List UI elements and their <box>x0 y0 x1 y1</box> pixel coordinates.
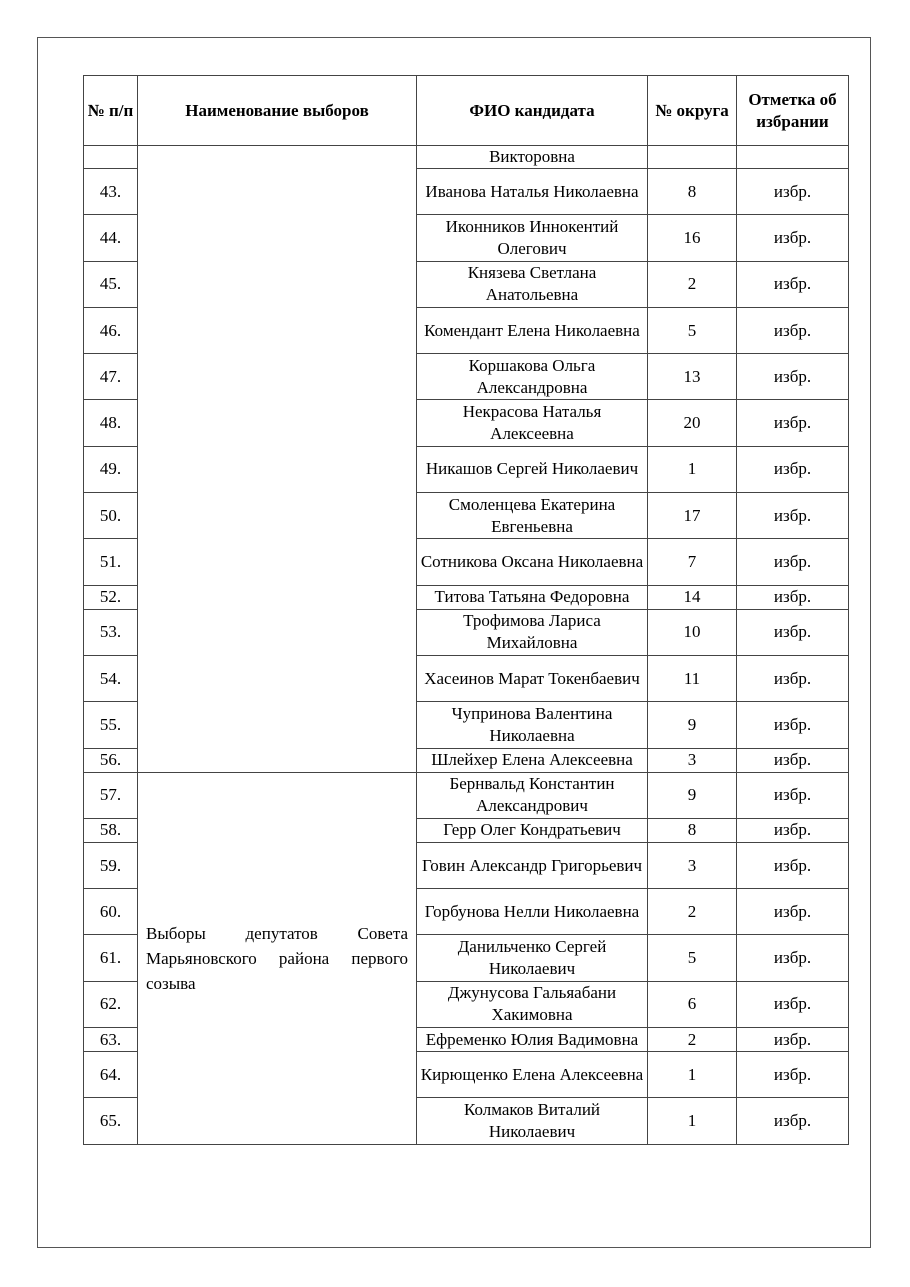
cell-mark: избр. <box>737 1052 849 1098</box>
cell-mark: избр. <box>737 772 849 818</box>
cell-name: Горбунова Нелли Николаевна <box>417 889 648 935</box>
cell-name: Смоленцева Екатерина Евгеньевна <box>417 493 648 539</box>
cell-num: 56. <box>84 748 138 772</box>
cell-mark: избр. <box>737 261 849 307</box>
cell-mark: избр. <box>737 539 849 585</box>
cell-name: Джунусова Гальяабани Хакимовна <box>417 981 648 1027</box>
cell-district: 11 <box>648 655 737 701</box>
cell-name: Чупринова Валентина Николаевна <box>417 702 648 748</box>
header-mark: Отметка об избрании <box>737 76 849 146</box>
cell-district: 7 <box>648 539 737 585</box>
cell-election-group-1 <box>138 146 417 773</box>
cell-election-group-2: Выборы депутатов Совета Марьяновского района первого созыва <box>138 772 417 1144</box>
cell-num: 51. <box>84 539 138 585</box>
cell-mark: избр. <box>737 842 849 888</box>
cell-mark: избр. <box>737 702 849 748</box>
cell-mark: избр. <box>737 1028 849 1052</box>
cell-num: 43. <box>84 169 138 215</box>
cell-num: 52. <box>84 585 138 609</box>
cell-name: Коршакова Ольга Александровна <box>417 354 648 400</box>
cell-mark: избр. <box>737 818 849 842</box>
cell-name: Иванова Наталья Николаевна <box>417 169 648 215</box>
cell-mark: избр. <box>737 981 849 1027</box>
cell-num: 49. <box>84 446 138 492</box>
cell-num: 63. <box>84 1028 138 1052</box>
cell-district: 9 <box>648 702 737 748</box>
cell-district: 5 <box>648 935 737 981</box>
header-district: № округа <box>648 76 737 146</box>
cell-district: 5 <box>648 307 737 353</box>
cell-district: 14 <box>648 585 737 609</box>
header-election: Наименование выборов <box>138 76 417 146</box>
cell-name: Хасеинов Марат Токенбаевич <box>417 655 648 701</box>
cell-mark: избр. <box>737 655 849 701</box>
cell-name: Говин Александр Григорьевич <box>417 842 648 888</box>
cell-num: 65. <box>84 1098 138 1144</box>
cell-num: 60. <box>84 889 138 935</box>
cell-num: 44. <box>84 215 138 261</box>
cell-num: 53. <box>84 609 138 655</box>
cell-mark: избр. <box>737 609 849 655</box>
cell-mark: избр. <box>737 215 849 261</box>
cell-district: 8 <box>648 169 737 215</box>
cell-district: 17 <box>648 493 737 539</box>
cell-district: 2 <box>648 261 737 307</box>
table-row <box>84 772 849 818</box>
cell-num: 61. <box>84 935 138 981</box>
cell-district: 2 <box>648 1028 737 1052</box>
cell-district: 1 <box>648 1098 737 1144</box>
cell-district: 2 <box>648 889 737 935</box>
cell-name: Данильченко Сергей Николаевич <box>417 935 648 981</box>
cell-mark: избр. <box>737 400 849 446</box>
cell-name: Ефременко Юлия Вадимовна <box>417 1028 648 1052</box>
cell-district: 1 <box>648 1052 737 1098</box>
cell-name: Иконников Иннокентий Олегович <box>417 215 648 261</box>
cell-mark: избр. <box>737 889 849 935</box>
cell-name: Трофимова Лариса Михайловна <box>417 609 648 655</box>
cell-name: Некрасова Наталья Алексеевна <box>417 400 648 446</box>
cell-mark: избр. <box>737 354 849 400</box>
cell-district <box>648 146 737 169</box>
cell-num: 48. <box>84 400 138 446</box>
cell-mark: избр. <box>737 585 849 609</box>
cell-num: 54. <box>84 655 138 701</box>
cell-num: 50. <box>84 493 138 539</box>
cell-num: 45. <box>84 261 138 307</box>
cell-name: Бернвальд Константин Александрович <box>417 772 648 818</box>
cell-mark: избр. <box>737 169 849 215</box>
cell-district: 8 <box>648 818 737 842</box>
cell-district: 20 <box>648 400 737 446</box>
cell-district: 13 <box>648 354 737 400</box>
cell-num: 58. <box>84 818 138 842</box>
cell-num: 59. <box>84 842 138 888</box>
cell-name: Сотникова Оксана Николаевна <box>417 539 648 585</box>
cell-mark: избр. <box>737 307 849 353</box>
cell-district: 1 <box>648 446 737 492</box>
cell-num <box>84 146 138 169</box>
cell-num: 57. <box>84 772 138 818</box>
cell-mark: избр. <box>737 935 849 981</box>
cell-district: 6 <box>648 981 737 1027</box>
cell-name: Никашов Сергей Николаевич <box>417 446 648 492</box>
cell-name: Комендант Елена Николаевна <box>417 307 648 353</box>
cell-name: Герр Олег Кондратьевич <box>417 818 648 842</box>
cell-mark: избр. <box>737 493 849 539</box>
cell-district: 3 <box>648 748 737 772</box>
cell-mark: избр. <box>737 748 849 772</box>
cell-mark: избр. <box>737 446 849 492</box>
cell-num: 55. <box>84 702 138 748</box>
cell-name: Титова Татьяна Федоровна <box>417 585 648 609</box>
cell-mark: избр. <box>737 1098 849 1144</box>
cell-num: 46. <box>84 307 138 353</box>
table-row-continuation <box>84 146 849 169</box>
election-results-table <box>83 75 849 1145</box>
cell-num: 64. <box>84 1052 138 1098</box>
cell-name: Князева Светлана Анатольевна <box>417 261 648 307</box>
cell-name: Колмаков Виталий Николаевич <box>417 1098 648 1144</box>
cell-district: 3 <box>648 842 737 888</box>
cell-name: Викторовна <box>417 146 648 169</box>
cell-num: 47. <box>84 354 138 400</box>
header-num: № п/п <box>84 76 138 146</box>
cell-name: Кирющенко Елена Алексеевна <box>417 1052 648 1098</box>
cell-district: 10 <box>648 609 737 655</box>
cell-name: Шлейхер Елена Алексеевна <box>417 748 648 772</box>
cell-mark <box>737 146 849 169</box>
header-name: ФИО кандидата <box>417 76 648 146</box>
table-header-row <box>84 76 849 146</box>
cell-district: 9 <box>648 772 737 818</box>
cell-district: 16 <box>648 215 737 261</box>
cell-num: 62. <box>84 981 138 1027</box>
